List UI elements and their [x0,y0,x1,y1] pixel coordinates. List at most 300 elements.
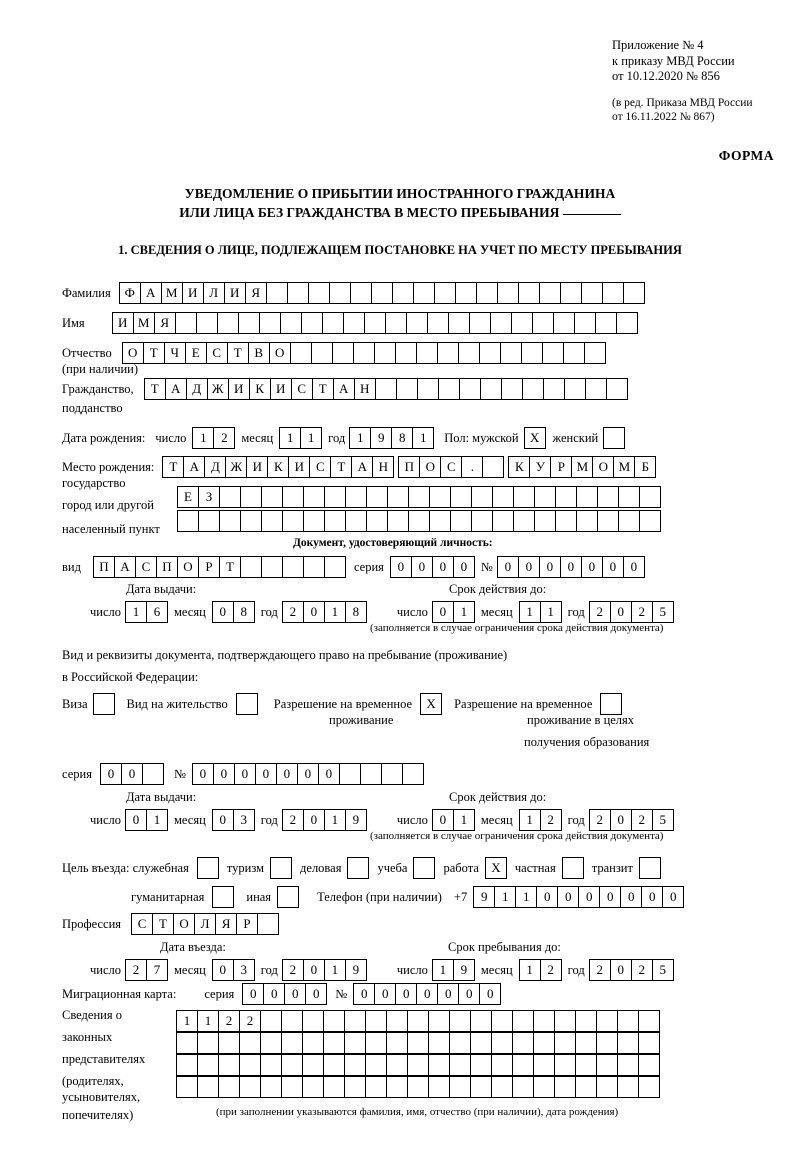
cell[interactable]: С [206,342,228,364]
cell[interactable] [287,282,309,304]
cell[interactable] [344,1054,366,1076]
cell[interactable]: 0 [212,959,234,981]
cell[interactable] [239,1054,261,1076]
cell[interactable]: М [133,312,155,334]
field-stay-day[interactable] [432,959,475,981]
cell[interactable]: 1 [494,886,516,908]
cell[interactable]: Ж [225,456,247,478]
cell[interactable] [416,342,438,364]
cell[interactable]: 1 [519,601,541,623]
field-mc-series[interactable] [242,983,327,1005]
cell[interactable] [596,1032,618,1054]
cell[interactable]: 1 [324,809,346,831]
cell[interactable]: 0 [303,601,325,623]
cell[interactable]: 1 [300,427,322,449]
cell[interactable] [564,378,586,400]
cell[interactable] [281,1032,303,1054]
cell[interactable] [449,1076,471,1098]
field-doc-number[interactable] [497,556,645,578]
cell[interactable]: С [309,456,331,478]
cell[interactable] [365,1054,387,1076]
cell[interactable]: Т [162,456,184,478]
field-stay-number[interactable] [192,763,424,785]
cell[interactable] [324,510,346,532]
cell[interactable]: 1 [519,809,541,831]
cell[interactable] [260,1032,282,1054]
cell[interactable] [353,342,375,364]
field-stay-valid-month[interactable] [519,809,562,831]
cell[interactable] [617,1032,639,1054]
cell[interactable] [575,1010,597,1032]
checkbox-temp-res[interactable]: X [420,693,442,715]
cell[interactable] [387,486,409,508]
cell[interactable] [197,1054,219,1076]
field-stay-valid-day[interactable] [432,809,475,831]
cell[interactable] [281,1010,303,1032]
cell[interactable] [501,378,523,400]
cell[interactable]: Т [152,913,174,935]
cell[interactable] [238,312,260,334]
checkbox-service[interactable] [197,857,219,879]
cell[interactable] [218,1054,240,1076]
cell[interactable] [479,342,501,364]
cell[interactable] [639,510,661,532]
cell[interactable] [533,1010,555,1032]
cell[interactable]: И [224,282,246,304]
cell[interactable]: П [156,556,178,578]
cell[interactable]: Е [185,342,207,364]
cell[interactable] [428,1010,450,1032]
cell[interactable] [280,312,302,334]
cell[interactable]: 0 [213,763,235,785]
cell[interactable]: 0 [581,556,603,578]
cell[interactable]: 1 [453,809,475,831]
cell[interactable]: Т [312,378,334,400]
cell[interactable] [219,510,241,532]
cell[interactable]: П [93,556,115,578]
cell[interactable] [450,510,472,532]
cell[interactable] [492,510,514,532]
cell[interactable] [585,378,607,400]
cell[interactable]: Л [203,282,225,304]
cell[interactable] [324,486,346,508]
cell[interactable] [219,486,241,508]
cell[interactable]: 2 [282,601,304,623]
cell[interactable] [240,556,262,578]
cell[interactable] [574,312,596,334]
cell[interactable]: 0 [458,983,480,1005]
cell[interactable]: И [112,312,134,334]
cell[interactable] [322,312,344,334]
cell[interactable] [434,282,456,304]
cell[interactable]: 9 [370,427,392,449]
cell[interactable] [459,378,481,400]
cell[interactable] [260,1054,282,1076]
cell[interactable]: 0 [623,556,645,578]
cell[interactable] [555,486,577,508]
cell[interactable]: 8 [345,601,367,623]
cell[interactable]: 0 [212,601,234,623]
cell[interactable] [471,486,493,508]
cell[interactable]: 1 [146,809,168,831]
cell[interactable] [522,378,544,400]
cell[interactable] [323,1032,345,1054]
cell[interactable] [386,1032,408,1054]
field-patronymic[interactable] [122,342,606,364]
cell[interactable] [512,1076,534,1098]
cell[interactable] [534,486,556,508]
field-legal-line-3[interactable] [176,1054,660,1076]
cell[interactable] [360,763,382,785]
cell[interactable]: 0 [242,983,264,1005]
cell[interactable] [386,1076,408,1098]
cell[interactable]: К [508,456,530,478]
cell[interactable] [364,312,386,334]
checkbox-residence[interactable] [236,693,258,715]
cell[interactable]: 9 [473,886,495,908]
cell[interactable] [311,342,333,364]
cell[interactable]: К [249,378,271,400]
cell[interactable] [302,1010,324,1032]
cell[interactable]: 0 [411,556,433,578]
cell[interactable] [365,1076,387,1098]
field-birth-place-line3[interactable] [177,510,661,532]
cell[interactable]: 2 [631,809,653,831]
cell[interactable]: 2 [540,959,562,981]
cell[interactable] [350,282,372,304]
cell[interactable] [218,1076,240,1098]
field-stay-issue-month[interactable] [212,809,255,831]
field-entry-day[interactable] [125,959,168,981]
cell[interactable]: Я [154,312,176,334]
cell[interactable] [449,1032,471,1054]
cell[interactable]: М [571,456,593,478]
cell[interactable] [470,1032,492,1054]
cell[interactable]: 0 [578,886,600,908]
cell[interactable]: 0 [437,983,459,1005]
cell[interactable] [344,1010,366,1032]
cell[interactable] [427,312,449,334]
cell[interactable] [332,342,354,364]
cell[interactable]: О [419,456,441,478]
cell[interactable] [197,1032,219,1054]
cell[interactable] [198,510,220,532]
field-doc-issue-year[interactable] [282,601,367,623]
cell[interactable]: 0 [610,601,632,623]
cell[interactable]: 1 [432,959,454,981]
checkbox-private[interactable] [562,857,584,879]
field-legal-line-1[interactable] [176,1010,660,1032]
cell[interactable]: 2 [631,601,653,623]
cell[interactable]: О [173,913,195,935]
field-birth-place-a[interactable] [398,456,504,478]
cell[interactable] [387,510,409,532]
cell[interactable] [518,282,540,304]
cell[interactable]: 1 [279,427,301,449]
cell[interactable]: 0 [432,556,454,578]
cell[interactable] [450,486,472,508]
cell[interactable] [560,282,582,304]
checkbox-business[interactable] [347,857,369,879]
cell[interactable]: 1 [453,601,475,623]
cell[interactable] [395,342,417,364]
cell[interactable]: 1 [192,427,214,449]
cell[interactable]: 1 [540,601,562,623]
cell[interactable]: 3 [233,809,255,831]
field-stay-issue-day[interactable] [125,809,168,831]
cell[interactable]: А [114,556,136,578]
cell[interactable] [606,378,628,400]
cell[interactable]: 0 [276,763,298,785]
cell[interactable] [407,1032,429,1054]
cell[interactable]: И [246,456,268,478]
cell[interactable] [282,510,304,532]
cell[interactable]: 0 [263,983,285,1005]
cell[interactable]: 0 [557,886,579,908]
field-mc-number[interactable] [353,983,501,1005]
cell[interactable]: А [183,456,205,478]
cell[interactable] [455,282,477,304]
cell[interactable] [343,312,365,334]
cell[interactable]: 2 [540,809,562,831]
field-doc-valid-year[interactable] [589,601,674,623]
cell[interactable] [511,312,533,334]
cell[interactable]: 0 [518,556,540,578]
cell[interactable] [366,486,388,508]
cell[interactable] [308,282,330,304]
cell[interactable]: О [592,456,614,478]
cell[interactable] [429,486,451,508]
cell[interactable] [448,312,470,334]
cell[interactable] [576,510,598,532]
cell[interactable]: А [351,456,373,478]
cell[interactable] [142,763,164,785]
cell[interactable]: 2 [589,959,611,981]
cell[interactable] [428,1054,450,1076]
cell[interactable]: З [198,486,220,508]
cell[interactable] [417,378,439,400]
cell[interactable] [345,510,367,532]
cell[interactable]: 0 [662,886,684,908]
cell[interactable] [365,1032,387,1054]
field-entry-year[interactable] [282,959,367,981]
cell[interactable]: Р [236,913,258,935]
field-birth-day[interactable] [192,427,235,449]
cell[interactable] [261,556,283,578]
cell[interactable]: 0 [610,809,632,831]
cell[interactable]: 1 [324,959,346,981]
cell[interactable] [521,342,543,364]
checkbox-tourism[interactable] [270,857,292,879]
cell[interactable]: А [165,378,187,400]
cell[interactable] [344,1076,366,1098]
cell[interactable] [406,312,428,334]
checkbox-edu-res[interactable] [600,693,622,715]
cell[interactable]: 7 [146,959,168,981]
cell[interactable] [302,1054,324,1076]
cell[interactable] [595,312,617,334]
field-birth-state[interactable] [162,456,394,478]
cell[interactable]: 2 [213,427,235,449]
cell[interactable] [365,1010,387,1032]
cell[interactable]: Т [143,342,165,364]
cell[interactable] [345,486,367,508]
checkbox-transit[interactable] [639,857,661,879]
cell[interactable] [281,1054,303,1076]
cell[interactable]: 0 [234,763,256,785]
cell[interactable]: 0 [479,983,501,1005]
field-birth-year[interactable] [349,427,434,449]
cell[interactable] [176,1054,198,1076]
cell[interactable] [597,486,619,508]
cell[interactable] [491,1076,513,1098]
cell[interactable] [623,282,645,304]
field-profession[interactable] [131,913,279,935]
cell[interactable] [618,486,640,508]
cell[interactable] [449,1010,471,1032]
cell[interactable]: 1 [515,886,537,908]
cell[interactable] [553,312,575,334]
cell[interactable] [512,1054,534,1076]
cell[interactable]: Д [186,378,208,400]
field-stay-year[interactable] [589,959,674,981]
cell[interactable]: 0 [395,983,417,1005]
cell[interactable] [497,282,519,304]
cell[interactable] [259,312,281,334]
cell[interactable] [532,312,554,334]
cell[interactable] [386,1010,408,1032]
field-stay-issue-year[interactable] [282,809,367,831]
cell[interactable]: С [131,913,153,935]
cell[interactable]: С [135,556,157,578]
cell[interactable]: 0 [303,959,325,981]
cell[interactable]: 1 [412,427,434,449]
cell[interactable] [554,1010,576,1032]
cell[interactable] [596,1054,618,1076]
cell[interactable] [617,1054,639,1076]
cell[interactable]: Е [177,486,199,508]
cell[interactable] [554,1076,576,1098]
cell[interactable] [240,510,262,532]
cell[interactable] [596,1076,618,1098]
cell[interactable]: 0 [620,886,642,908]
cell[interactable]: Ж [207,378,229,400]
cell[interactable] [240,486,262,508]
cell[interactable]: С [440,456,462,478]
cell[interactable]: 1 [519,959,541,981]
cell[interactable] [491,1010,513,1032]
cell[interactable]: И [228,378,250,400]
cell[interactable]: О [122,342,144,364]
cell[interactable] [470,1054,492,1076]
cell[interactable]: М [613,456,635,478]
cell[interactable] [329,282,351,304]
field-doc-issue-month[interactable] [212,601,255,623]
cell[interactable] [554,1032,576,1054]
cell[interactable] [638,1054,660,1076]
field-entry-month[interactable] [212,959,255,981]
cell[interactable] [176,1076,198,1098]
cell[interactable] [301,312,323,334]
cell[interactable] [303,556,325,578]
cell[interactable] [413,282,435,304]
cell[interactable]: 5 [652,601,674,623]
cell[interactable]: 0 [255,763,277,785]
cell[interactable] [175,312,197,334]
cell[interactable]: 6 [146,601,168,623]
field-name[interactable] [112,312,638,334]
cell[interactable] [366,510,388,532]
cell[interactable] [533,1054,555,1076]
cell[interactable]: 0 [641,886,663,908]
cell[interactable]: Р [198,556,220,578]
field-doc-valid-month[interactable] [519,601,562,623]
cell[interactable] [480,378,502,400]
cell[interactable] [482,456,504,478]
checkbox-female[interactable] [603,427,625,449]
cell[interactable] [602,282,624,304]
cell[interactable]: 0 [284,983,306,1005]
field-doc-issue-day[interactable] [125,601,168,623]
cell[interactable] [323,1054,345,1076]
cell[interactable]: . [461,456,483,478]
cell[interactable] [176,1032,198,1054]
cell[interactable] [303,510,325,532]
cell[interactable] [282,556,304,578]
cell[interactable] [196,312,218,334]
field-citizenship[interactable] [144,378,628,400]
cell[interactable]: 2 [218,1010,240,1032]
cell[interactable]: 0 [560,556,582,578]
cell[interactable]: 0 [610,959,632,981]
cell[interactable] [197,1076,219,1098]
cell[interactable]: Д [204,456,226,478]
cell[interactable]: Т [144,378,166,400]
cell[interactable]: А [140,282,162,304]
cell[interactable] [396,378,418,400]
cell[interactable] [302,1032,324,1054]
cell[interactable]: 0 [602,556,624,578]
cell[interactable]: 1 [176,1010,198,1032]
cell[interactable] [239,1032,261,1054]
cell[interactable]: 2 [125,959,147,981]
cell[interactable] [323,1076,345,1098]
cell[interactable]: Т [219,556,241,578]
cell[interactable]: Т [227,342,249,364]
cell[interactable]: 0 [121,763,143,785]
cell[interactable]: 0 [599,886,621,908]
cell[interactable]: 2 [282,959,304,981]
cell[interactable]: 0 [192,763,214,785]
cell[interactable]: 2 [631,959,653,981]
cell[interactable] [407,1076,429,1098]
cell[interactable]: 8 [233,601,255,623]
cell[interactable]: 5 [652,809,674,831]
field-doc-valid-day[interactable] [432,601,475,623]
cell[interactable]: П [398,456,420,478]
cell[interactable] [290,342,312,364]
cell[interactable] [407,1054,429,1076]
cell[interactable] [563,342,585,364]
cell[interactable]: Б [634,456,656,478]
cell[interactable]: 0 [536,886,558,908]
field-stay-series[interactable] [100,763,164,785]
cell[interactable] [513,486,535,508]
cell[interactable] [385,312,407,334]
cell[interactable] [177,510,199,532]
cell[interactable] [555,510,577,532]
cell[interactable] [428,1032,450,1054]
